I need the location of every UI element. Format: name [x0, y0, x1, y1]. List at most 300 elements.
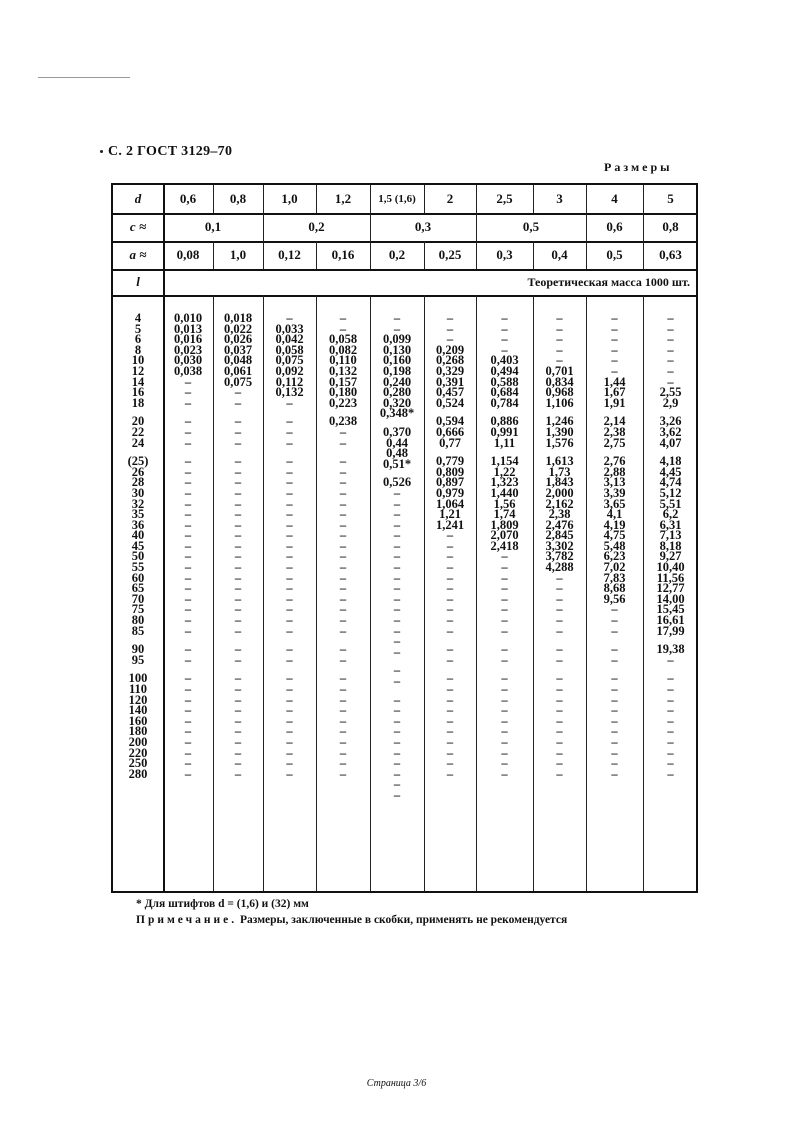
mass-value: – — [286, 507, 293, 522]
mass-value: – — [286, 602, 293, 617]
mass-value: – — [234, 560, 242, 575]
mass-value: 0,329 — [435, 363, 465, 378]
page-number: Страница 3/6 — [366, 1078, 427, 1089]
mass-value: – — [611, 311, 618, 325]
mass-value: – — [339, 517, 347, 532]
mass-value: – — [234, 464, 242, 479]
mass-value: – — [667, 756, 674, 771]
mass-value: – — [234, 682, 242, 696]
mass-value: – — [339, 591, 347, 606]
mass-value: – — [556, 745, 563, 760]
length-group — [113, 456, 163, 636]
length-value: 50 — [131, 549, 145, 564]
mass-group — [586, 673, 643, 779]
mass-value: – — [234, 435, 242, 450]
mass-value: 3,39 — [603, 485, 626, 500]
mass-value: – — [393, 485, 401, 500]
mass-group — [476, 644, 533, 665]
mass-value: – — [184, 570, 192, 585]
mass-value: – — [339, 464, 347, 479]
mass-value: 0,48 — [386, 446, 408, 461]
mass-value: 0,834 — [545, 374, 574, 389]
mass-column — [643, 313, 698, 779]
mass-value: – — [184, 692, 192, 707]
mass-value: 3,13 — [603, 475, 626, 490]
mass-value: 0,092 — [275, 363, 304, 378]
mass-value: 0,991 — [490, 424, 519, 439]
mass-value: – — [339, 549, 347, 564]
mass-value: – — [184, 745, 192, 760]
mass-value: – — [184, 756, 192, 771]
c-value: 0,6 — [606, 219, 623, 234]
mass-value: – — [184, 454, 192, 469]
mass-value: – — [393, 644, 401, 659]
mass-value: – — [556, 321, 563, 336]
mass-value: – — [234, 642, 242, 657]
mass-value: – — [339, 652, 347, 667]
mass-value: 1,390 — [545, 424, 574, 439]
a-value: 0,4 — [551, 247, 568, 262]
mass-value: – — [556, 613, 563, 628]
mass-group — [316, 416, 370, 448]
mass-value: – — [234, 549, 242, 564]
d-value: 4 — [611, 191, 618, 206]
mass-value: – — [339, 671, 347, 686]
mass-value: – — [339, 766, 347, 781]
mass-value: 4,75 — [603, 528, 626, 543]
mass-value: – — [667, 713, 674, 728]
mass-value: – — [611, 652, 618, 667]
mass-value: 17,99 — [656, 623, 685, 638]
mass-value: – — [446, 652, 454, 667]
mass-value: – — [501, 703, 508, 718]
mass-value: 4,45 — [659, 464, 682, 479]
mass-group — [476, 313, 533, 408]
length-value: 5 — [134, 321, 142, 336]
mass-value: – — [446, 602, 454, 617]
row-label-d: d — [134, 191, 142, 206]
mass-group — [533, 673, 586, 779]
d-value: 1,5 (1,6) — [378, 193, 416, 205]
mass-value: – — [184, 528, 192, 543]
length-value: 80 — [131, 613, 145, 628]
note-label: Примечание. — [136, 914, 238, 926]
mass-value: – — [339, 435, 347, 450]
length-value: 36 — [131, 517, 145, 532]
mass-value: – — [184, 642, 192, 657]
length-value: 18 — [131, 395, 145, 410]
bullet-mark — [100, 150, 103, 153]
mass-value: 0,594 — [435, 414, 465, 429]
length-value: 120 — [128, 692, 148, 707]
mass-value: 5,51 — [659, 496, 682, 511]
mass-value: – — [393, 663, 401, 678]
mass-value: – — [501, 756, 508, 771]
mass-value: 15,45 — [656, 602, 685, 617]
mass-value: – — [667, 745, 674, 760]
mass-value: 0,666 — [435, 424, 465, 439]
d-value: 0,8 — [229, 191, 247, 206]
mass-group — [163, 456, 213, 636]
mass-value: – — [501, 581, 508, 596]
mass-value: – — [286, 581, 293, 596]
mass-value: 0,038 — [173, 363, 203, 378]
mass-value: – — [393, 517, 401, 532]
mass-value: – — [393, 634, 401, 649]
mass-value: 0,130 — [382, 342, 412, 357]
row-label-l: l — [136, 274, 140, 289]
mass-value: – — [501, 342, 508, 357]
mass-value: – — [184, 591, 192, 606]
length-value: 70 — [131, 591, 145, 606]
mass-group — [163, 313, 213, 408]
mass-value: – — [611, 692, 618, 707]
mass-value: – — [286, 311, 293, 325]
a-value: 0,2 — [388, 247, 406, 262]
mass-value: – — [234, 454, 242, 469]
mass-value: – — [556, 682, 563, 696]
mass-value: – — [611, 332, 618, 347]
mass-value: 3,782 — [545, 549, 574, 564]
mass-value: – — [446, 671, 454, 686]
mass-value: – — [446, 549, 454, 564]
d-value: 0,6 — [179, 191, 197, 206]
mass-group — [213, 456, 263, 636]
mass-value: – — [234, 766, 242, 781]
mass-value: 7,83 — [603, 570, 626, 585]
mass-value: – — [286, 671, 293, 686]
top-rule — [38, 77, 130, 78]
mass-value: – — [393, 766, 401, 781]
mass-value: – — [501, 623, 508, 638]
mass-value: – — [184, 703, 192, 718]
mass-value: – — [611, 353, 618, 368]
mass-value: – — [184, 671, 192, 686]
mass-value: – — [286, 642, 293, 657]
mass-value: 0,132 — [328, 363, 358, 378]
mass-column — [476, 313, 533, 779]
mass-group — [533, 456, 586, 636]
mass-value: 0,526 — [382, 475, 412, 490]
mass-value: 0,037 — [223, 342, 253, 357]
mass-value: – — [393, 549, 401, 564]
mass-group — [533, 313, 586, 408]
mass-value: – — [393, 787, 401, 802]
mass-value: – — [234, 671, 242, 686]
length-value: 65 — [131, 581, 145, 596]
mass-value: – — [393, 538, 401, 553]
mass-value: – — [286, 538, 293, 553]
mass-value: – — [234, 475, 242, 490]
mass-value: – — [339, 692, 347, 707]
mass-value: 1,246 — [545, 414, 574, 429]
mass-value: – — [286, 652, 293, 667]
mass-value: – — [393, 692, 401, 707]
mass-value: – — [184, 395, 192, 410]
mass-value: – — [234, 724, 242, 739]
mass-value: – — [234, 581, 242, 596]
mass-value: 6,23 — [603, 549, 626, 564]
page-title: С. 2 ГОСТ 3129–70 — [108, 144, 233, 159]
mass-value: – — [611, 613, 618, 628]
mass-value: 2,476 — [545, 517, 574, 532]
mass-value: – — [667, 353, 674, 368]
mass-value: – — [184, 560, 192, 575]
mass-group — [424, 644, 476, 665]
note-text: Размеры, заключенные в скобки, применять не рекомендуется — [239, 914, 568, 926]
mass-value: 2,070 — [490, 528, 519, 543]
mass-group — [643, 456, 698, 636]
mass-column — [424, 313, 476, 779]
mass-value: – — [446, 332, 454, 347]
mass-value: – — [501, 745, 508, 760]
mass-value: – — [234, 591, 242, 606]
mass-value: 0,132 — [275, 385, 304, 400]
mass-group — [370, 424, 424, 471]
mass-value: – — [556, 602, 563, 617]
mass-value: – — [611, 756, 618, 771]
mass-value: 0,223 — [328, 395, 358, 410]
mass-value: – — [234, 517, 242, 532]
mass-value: 1,67 — [603, 385, 626, 400]
mass-value: 0,048 — [223, 353, 253, 368]
mass-value: – — [234, 713, 242, 728]
mass-value: – — [286, 560, 293, 575]
length-value: 24 — [131, 435, 145, 450]
mass-value: – — [667, 692, 674, 707]
mass-value: – — [339, 424, 347, 439]
mass-value: 0,886 — [490, 414, 519, 429]
mass-value: – — [184, 652, 192, 667]
mass-column — [533, 313, 586, 779]
mass-value: – — [667, 363, 674, 378]
mass-value: – — [446, 713, 454, 728]
mass-value: 0,082 — [328, 342, 358, 357]
mass-group — [263, 644, 316, 665]
mass-value: 0,391 — [435, 374, 465, 389]
mass-value: – — [556, 703, 563, 718]
mass-value: – — [611, 321, 618, 336]
mass-group — [370, 692, 424, 802]
mass-value: 0,280 — [382, 385, 412, 400]
mass-value: 0,979 — [435, 485, 465, 500]
mass-value: 1,74 — [493, 507, 516, 522]
mass-value: 0,44 — [386, 435, 408, 450]
mass-group — [163, 673, 213, 779]
d-value: 2,5 — [496, 191, 513, 206]
mass-value: – — [556, 756, 563, 771]
mass-value: – — [234, 613, 242, 628]
mass-column — [213, 313, 263, 779]
mass-value: 4,19 — [603, 517, 626, 532]
a-value: 0,25 — [438, 247, 462, 262]
mass-value: – — [446, 538, 454, 553]
a-value: 0,12 — [278, 247, 301, 262]
mass-value: – — [339, 454, 347, 469]
mass-group — [263, 313, 316, 408]
mass-value: – — [556, 332, 563, 347]
mass-value: – — [339, 613, 347, 628]
mass-value: 0,403 — [490, 353, 519, 368]
mass-column — [316, 313, 370, 779]
mass-value: – — [393, 560, 401, 575]
mass-value: 0,061 — [223, 363, 253, 378]
mass-group — [586, 456, 643, 636]
mass-value: – — [286, 734, 293, 749]
mass-value: – — [184, 485, 192, 500]
mass-value: 0,042 — [275, 332, 304, 347]
mass-value: 4,18 — [659, 454, 682, 469]
mass-group — [263, 456, 316, 636]
length-value: 100 — [128, 671, 148, 686]
mass-value: – — [556, 342, 563, 357]
mass-value: 0,026 — [223, 332, 253, 347]
mass-value: – — [446, 703, 454, 718]
mass-group — [316, 456, 370, 636]
mass-value: – — [184, 496, 192, 511]
mass-value: – — [184, 385, 192, 400]
mass-value: – — [393, 703, 401, 718]
mass-value: 1,91 — [603, 395, 626, 410]
mass-value: 11,56 — [656, 570, 685, 585]
mass-value: 0,684 — [490, 385, 519, 400]
mass-value: – — [339, 538, 347, 553]
mass-value: – — [339, 623, 347, 638]
mass-value: 1,809 — [490, 517, 519, 532]
mass-value: – — [501, 560, 508, 575]
mass-value: – — [234, 538, 242, 553]
mass-value: – — [286, 682, 293, 696]
mass-value: 0,160 — [382, 353, 412, 368]
mass-value: 5,48 — [603, 538, 626, 553]
mass-value: 0,348* — [379, 406, 415, 421]
mass-value: 0,022 — [223, 321, 253, 336]
mass-value: – — [501, 713, 508, 728]
mass-value: 2,9 — [662, 395, 679, 410]
mass-value: – — [667, 342, 674, 357]
mass-value: – — [393, 528, 401, 543]
mass-value: 1,064 — [435, 496, 465, 511]
mass-value: – — [286, 713, 293, 728]
mass-value: 0,157 — [328, 374, 358, 389]
length-value: 55 — [131, 560, 145, 575]
mass-value: 8,18 — [659, 538, 682, 553]
length-value: 4 — [134, 311, 142, 325]
length-value: 280 — [128, 766, 148, 781]
mass-value: – — [556, 713, 563, 728]
mass-group — [586, 416, 643, 448]
mass-value: – — [286, 745, 293, 760]
mass-value: – — [286, 435, 293, 450]
length-value: 35 — [131, 507, 145, 522]
mass-value: – — [339, 756, 347, 771]
length-value: 85 — [131, 623, 145, 638]
mass-value: 12,77 — [656, 581, 685, 596]
mass-value: – — [339, 724, 347, 739]
d-value: 1,0 — [281, 191, 298, 206]
mass-value: – — [393, 724, 401, 739]
mass-value: 1,440 — [490, 485, 519, 500]
mass-value: 0,779 — [435, 454, 465, 469]
mass-value: 0,023 — [173, 342, 203, 357]
mass-value: – — [184, 424, 192, 439]
mass-value: – — [667, 734, 674, 749]
mass-value: – — [286, 414, 293, 429]
mass-value: 1,73 — [548, 464, 571, 479]
mass-value: 19,38 — [656, 642, 685, 657]
mass-value: – — [286, 517, 293, 532]
length-value: 250 — [128, 756, 148, 771]
mass-value: – — [556, 581, 563, 596]
mass-value: 2,845 — [545, 528, 574, 543]
mass-value: – — [184, 623, 192, 638]
mass-group — [533, 416, 586, 448]
a-value: 0,08 — [176, 247, 200, 262]
mass-value: – — [286, 395, 293, 410]
mass-value: 1,44 — [603, 374, 626, 389]
mass-value: – — [234, 485, 242, 500]
mass-value: – — [286, 613, 293, 628]
mass-group — [643, 644, 698, 665]
mass-group — [316, 673, 370, 779]
mass-value: 0,370 — [382, 424, 412, 439]
mass-group — [424, 673, 476, 779]
length-value: 160 — [128, 713, 148, 728]
mass-value: – — [234, 692, 242, 707]
length-value: 6 — [134, 332, 142, 347]
mass-value: – — [286, 528, 293, 543]
mass-group — [476, 673, 533, 779]
mass-value: 0,209 — [435, 342, 465, 357]
mass-value: – — [234, 570, 242, 585]
mass-group — [213, 416, 263, 448]
mass-column — [263, 313, 316, 779]
mass-value: 1,106 — [545, 395, 574, 410]
mass-value: – — [234, 496, 242, 511]
mass-value: – — [611, 623, 618, 638]
mass-group — [316, 644, 370, 665]
mass-value: 1,56 — [493, 496, 516, 511]
a-value: 0,16 — [331, 247, 355, 262]
mass-value: 1,323 — [490, 475, 519, 490]
length-value: 45 — [131, 538, 145, 553]
mass-value: – — [339, 734, 347, 749]
row-label-a: a ≈ — [129, 247, 147, 262]
mass-value: 0,784 — [490, 395, 519, 410]
mass-column — [370, 313, 424, 801]
length-value: (25) — [127, 454, 149, 469]
mass-value: – — [446, 528, 454, 543]
length-value: 60 — [131, 570, 145, 585]
mass-group — [263, 673, 316, 779]
mass-value: – — [339, 703, 347, 718]
mass-value: – — [446, 682, 454, 696]
mass-value: – — [446, 591, 454, 606]
mass-value: 16,61 — [656, 613, 685, 628]
mass-value: – — [234, 395, 242, 410]
mass-value: – — [339, 560, 347, 575]
mass-value: – — [501, 724, 508, 739]
mass-value: 0,77 — [439, 435, 461, 450]
mass-value: – — [393, 570, 401, 585]
c-value: 0,8 — [662, 219, 679, 234]
mass-value: 0,268 — [435, 353, 465, 368]
table-row-divider — [113, 295, 696, 297]
mass-value: 0,099 — [382, 332, 412, 347]
mass-value: – — [556, 311, 563, 325]
mass-value: – — [286, 703, 293, 718]
mass-value: – — [286, 724, 293, 739]
